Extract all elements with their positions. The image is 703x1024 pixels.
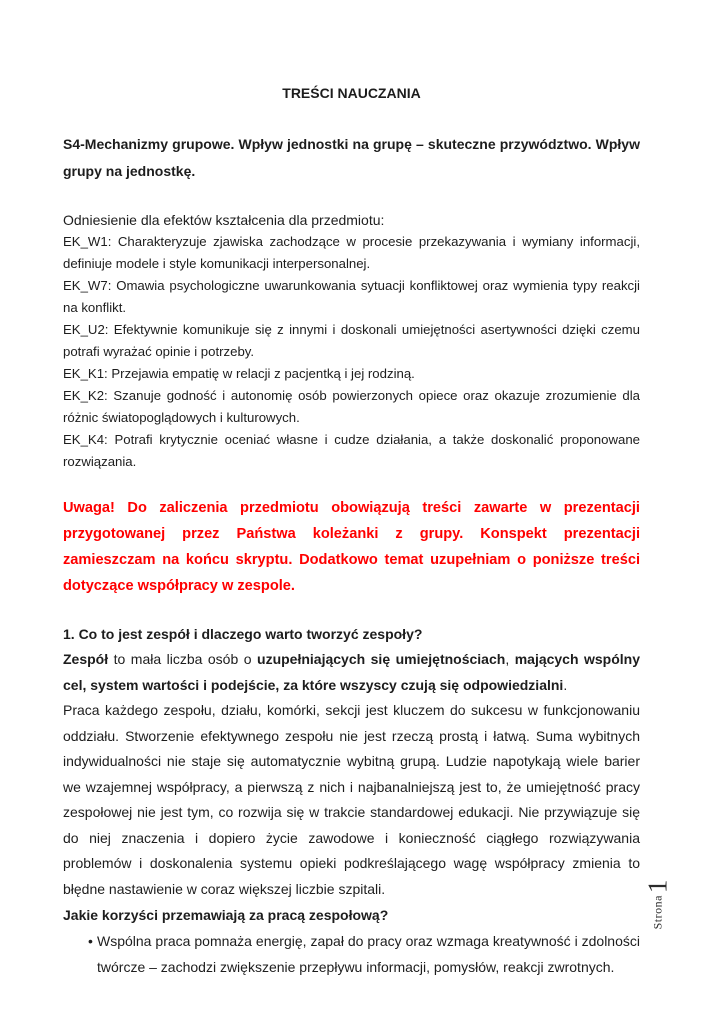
- page-number-rotated: [642, 879, 673, 929]
- benefits-list: [63, 928, 640, 980]
- section-heading: 1. Co to jest zespół i dlaczego warto tworzyć zespoły?: [63, 626, 423, 642]
- effects-intro: Odniesienie dla efektów kształcenia dla przedmiotu:: [63, 212, 385, 228]
- body-paragraph: Praca każdego zespołu, działu, komórki, sekcji jest kluczem do sukcesu w funkcjonowaniu oddziału. Stworzenie efektywnego zespołu nie jest rzeczą prostą i łatwą. Suma wybitnych indywidualności nie staje się automatycznie wybitną grupą. Ludzie napotykają wiele barier we wzajemnej współpracy, a pierwszą z nich i najbanalniejszą jest to, że umiejętność pracy zespołowej nie jest tym, co rozwija się w trakcie standardowej edukacji. Nie przywiązuje się do niej znaczenia i dopiero życie zawodowe i konieczność ciągłego rozwiązywania problemów i doskonalenia systemu opieki podkreślającego wagę współpracy zmienia to błędne nastawienie w coraz większej liczbie szpitali.: [63, 702, 640, 897]
- list-item: [63, 928, 640, 980]
- bullet-icon: •: [88, 933, 93, 949]
- effect-item-ek-w7: EK_W7: Omawia psychologiczne uwarunkowania sytuacji konfliktowej oraz wymienia typy reakcji na konflikt.: [63, 278, 640, 315]
- definition-paragraph: Zespół to mała liczba osób o uzupełniających się umiejętnościach, mających wspólny cel, system wartości i podejście, za które wszyscy czują się odpowiedzialni.: [63, 651, 641, 693]
- list-item-text: Wspólna praca pomnaża energię, zapał do pracy oraz wzmaga kreatywność i zdolności twórcze – zachodzi zwiększenie przepływu informacji, pomysłów, reakcji zwrotnych.: [97, 933, 640, 975]
- effect-item-ek-w1: EK_W1: Charakteryzuje zjawiska zachodzące w procesie przekazywania i wymiany informacji, definiuje modele i style komunikacji interpersonalnej.: [63, 234, 640, 271]
- benefits-heading: Jakie korzyści przemawiają za pracą zespołową?: [63, 907, 389, 923]
- page-number: [626, 858, 690, 950]
- notice-paragraph: Uwaga! Do zaliczenia przedmiotu obowiązują treści zawarte w prezentacji przygotowanej przez Państwa koleżanki z grupy. Konspekt prezentacji zamieszczam na końcu skryptu. Dodatkowo temat uzupełniam o poniższe treści dotyczące współpracy w zespole.: [63, 500, 640, 594]
- document-title: TREŚCI NAUCZANIA: [282, 85, 421, 101]
- effect-item-ek-k2: EK_K2: Szanuje godność i autonomię osób powierzonych opiece oraz okazuje zrozumienie dla różnic światopoglądowych i kulturowych.: [63, 388, 640, 425]
- learning-effects-block: [63, 209, 640, 473]
- page-number-label: Strona: [650, 894, 665, 929]
- effect-item-ek-u2: EK_U2: Efektywnie komunikuje się z innymi i doskonali umiejętności asertywności dzięki czemu potrafi wyrażać opinie i potrzeby.: [63, 322, 640, 359]
- effect-item-ek-k4: EK_K4: Potrafi krytycznie oceniać własne i cudze działania, a także doskonalić proponowane rozwiązania.: [63, 432, 640, 469]
- effect-item-ek-k1: EK_K1: Przejawia empatię w relacji z pacjentką i jej rodziną.: [63, 366, 415, 381]
- topic-heading: S4-Mechanizmy grupowe. Wpływ jednostki na grupę – skuteczne przywództwo. Wpływ grupy na jednostkę.: [63, 136, 640, 179]
- page-number-value: 1: [642, 879, 673, 893]
